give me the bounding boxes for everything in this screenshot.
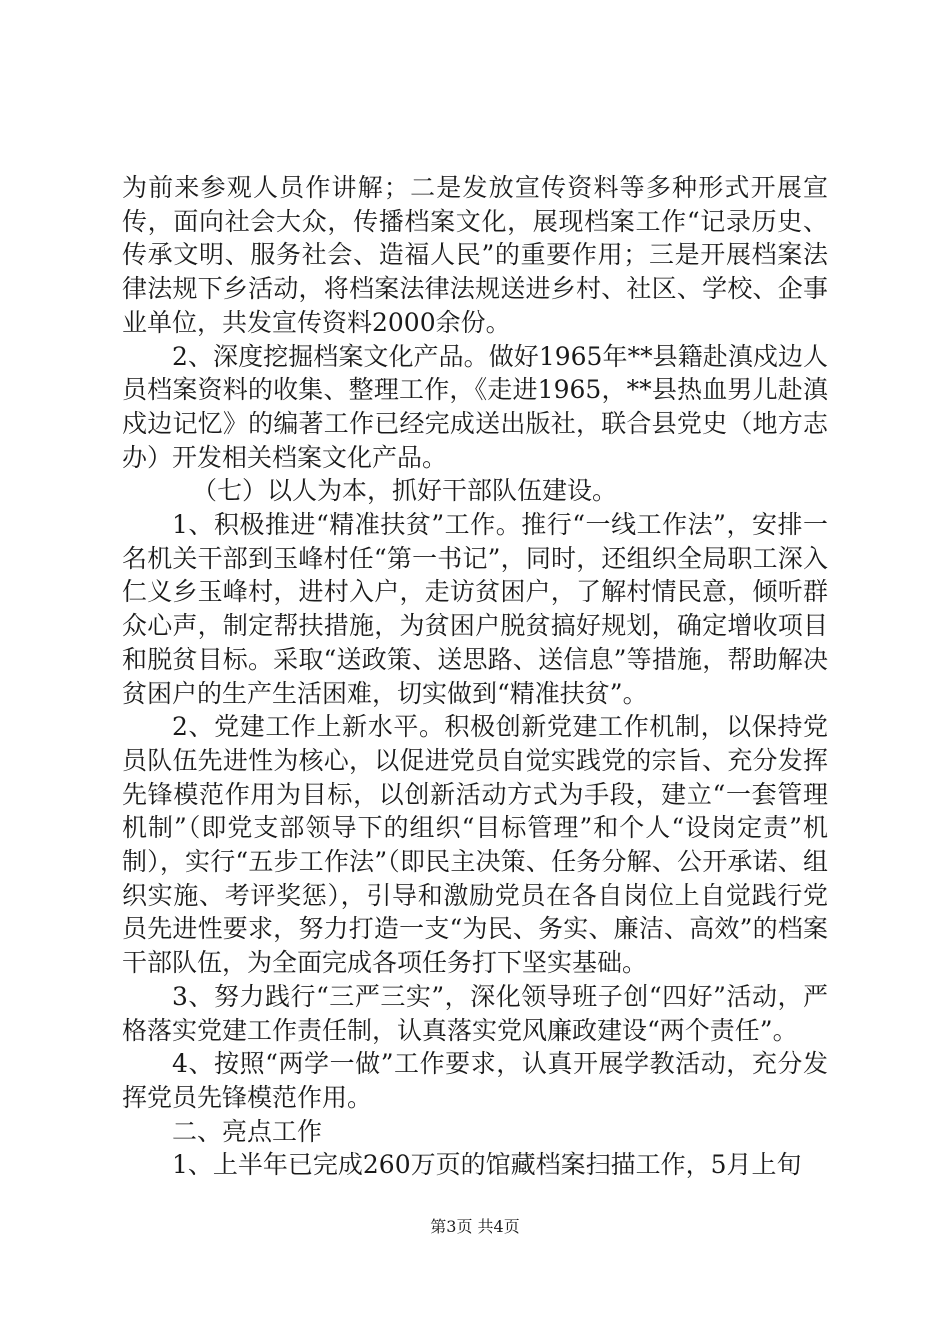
paragraph-three-stricts: 3、努力践行“三严三实”，深化领导班子创“四好”活动，严格落实党建工作责任制，认真落实党风廉政建设“两个责任”。: [122, 981, 828, 1045]
document-body: [122, 171, 828, 1182]
paragraph-archive-scanning: 1、上半年已完成260万页的馆藏档案扫描工作，5月上旬: [172, 1150, 802, 1180]
section-heading-cadre-team: （七）以人为本，抓好干部队伍建设。: [192, 476, 618, 506]
paragraph-two-studies: 4、按照“两学一做”工作要求，认真开展学教活动，充分发挥党员先锋模范作用。: [122, 1049, 828, 1112]
paragraph-continuation: 为前来参观人员作讲解；二是发放宣传资料等多种形式开展宣传，面向社会大众，传播档案文化，展现档案工作“记录历史、传承文明、服务社会、造福人民”的重要作用；三是开展档案法律法规下乡活动，将档案法律法规送进乡村、社区、学校、企事业单位，共发宣传资料2000余份。: [122, 173, 828, 337]
paragraph-poverty-alleviation: 1、积极推进“精准扶贫”工作。推行“一线工作法”，安排一名机关干部到玉峰村任“第一书记”，同时，还组织全局职工深入仁义乡玉峰村，进村入户，走访贫困户，了解村情民意，倾听群众心声，制定帮扶措施，为贫困户脱贫搞好规划，确定增收项目和脱贫目标。采取“送政策、送思路、送信息”等措施，帮助解决贫困户的生产生活困难，切实做到“精准扶贫”。: [122, 510, 828, 708]
paragraph-culture-products: 2、深度挖掘档案文化产品。做好1965年**县籍赴滇戍边人员档案资料的收集、整理工作，《走进1965，**县热血男儿赴滇戍边记忆》的编著工作已经完成送出版社，联合县党史（地方志办）开发相关档案文化产品。: [122, 341, 828, 472]
paragraph-party-building: 2、党建工作上新水平。积极创新党建工作机制，以保持党员队伍先进性为核心，以促进党员自觉实践党的宗旨、充分发挥先锋模范作用为目标，以创新活动方式为手段，建立“一套管理机制”（即党支部领导下的组织“目标管理”和个人“设岗定责”机制），实行“五步工作法”（即民主决策、任务分解、公开承诺、组织实施、考评奖惩），引导和激励党员在各自岗位上自觉践行党员先进性要求，努力打造一支“为民、务实、廉洁、高效”的档案干部队伍，为全面完成各项任务打下坚实基础。: [122, 712, 828, 978]
page-number-footer: 第3页 共4页: [430, 1217, 520, 1236]
section-heading-highlights: 二、亮点工作: [172, 1116, 323, 1146]
